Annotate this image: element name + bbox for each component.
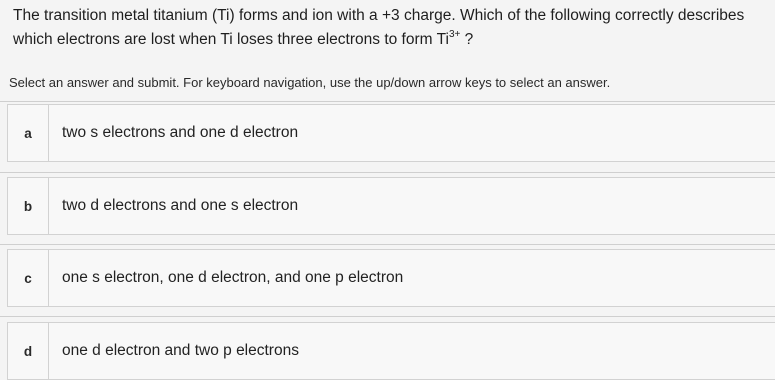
instructions: Select an answer and submit. For keyboard navigation, use the up/down arrow keys to select an answer. [9,75,611,90]
option-text: one d electron and two p electrons [62,342,299,359]
ion-charge: 3+ [448,28,461,40]
option-text: one s electron, one d electron, and one p electron [62,269,404,286]
option-text: two s electrons and one d electron [62,124,299,141]
divider [0,316,775,317]
option-text: two d electrons and one s electron [62,197,299,214]
option-letter: b [8,178,49,234]
option-letter: a [8,105,49,161]
answer-option-a[interactable] [7,104,775,162]
option-letter: d [8,323,49,379]
question-end: ? [460,31,474,48]
ion-symbol: Ti [436,31,449,48]
answer-option-d[interactable] [7,322,775,380]
question-text [13,4,763,52]
answer-option-c[interactable] [7,249,775,307]
question-body: The transition metal titanium (Ti) forms and ion with a +3 charge. Which of the following correctly describes which electrons are lost when Ti loses three electrons to form [13,7,745,48]
divider [0,172,775,173]
option-letter: c [8,250,49,306]
divider [0,101,775,102]
answer-option-b[interactable] [7,177,775,235]
divider [0,244,775,245]
